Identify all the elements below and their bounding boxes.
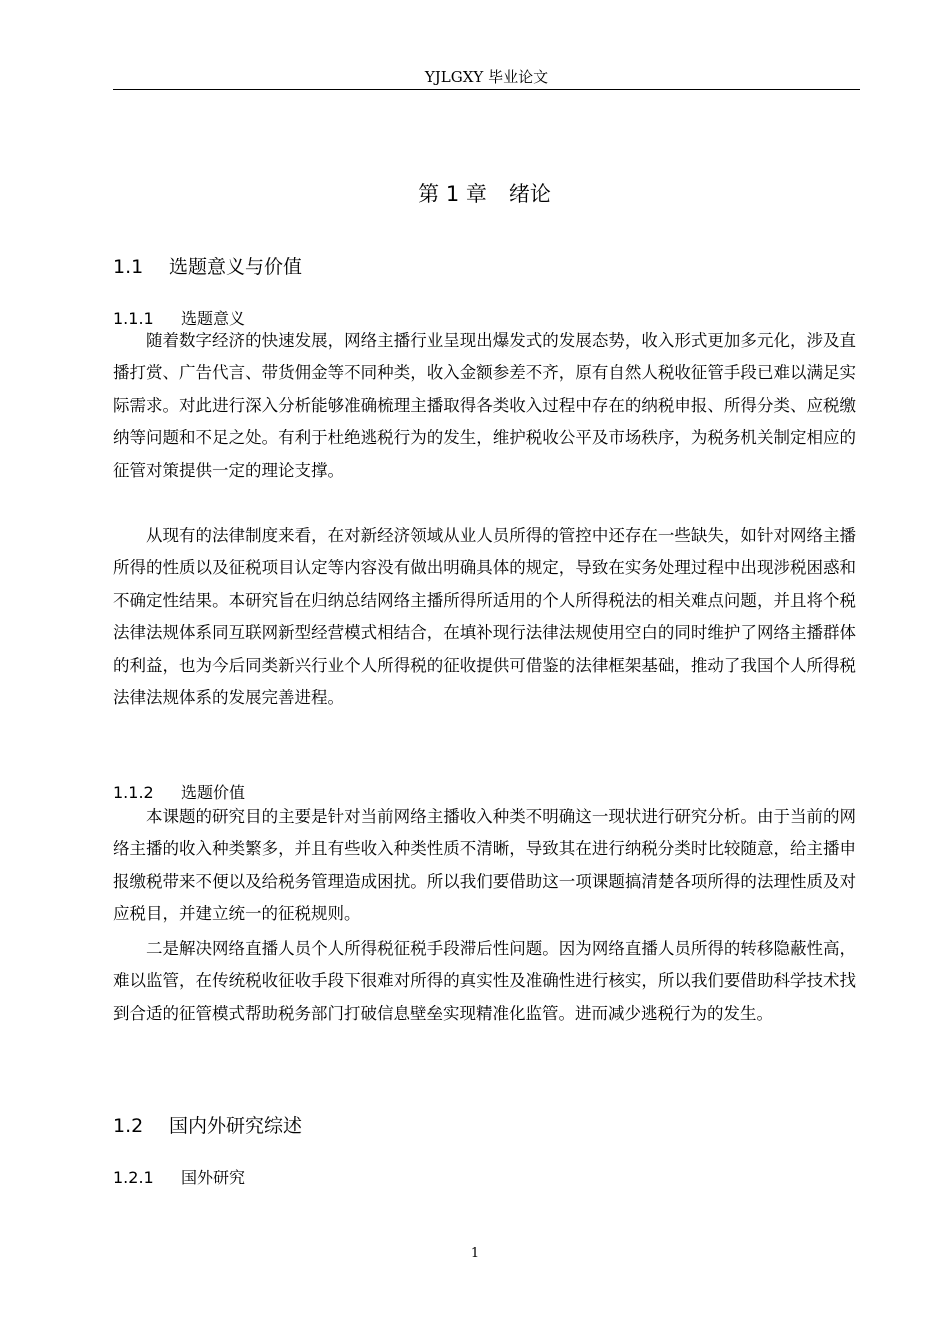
- section-heading-1-2: [113, 1112, 302, 1140]
- paragraph-1: 随着数字经济的快速发展，网络主播行业呈现出爆发式的发展态势，收入形式更加多元化，涉及直播打赏、广告代言、带货佣金等不同种类，收入金额参差不齐，原有自然人税收征管手段已难以满足实际需求。对此进行深入分析能够准确梳理主播取得各类收入过程中存在的纳税申报、所得分类、应税缴纳等问题和不足之处。有利于杜绝逃税行为的发生，维护税收公平及市场秩序，为税务机关制定相应的征管对策提供一定的理论支撑。: [113, 331, 856, 480]
- subsection-title: 选题意义: [181, 309, 246, 328]
- subsection-title: 国外研究: [181, 1168, 246, 1187]
- subsection-number: 1.1.1: [113, 309, 154, 328]
- paragraph-2: 从现有的法律制度来看，在对新经济领域从业人员所得的管控中还存在一些缺失，如针对网络主播所得的性质以及征税项目认定等内容没有做出明确具体的规定，导致在实务处理过程中出现涉税困惑和不确定性结果。本研究旨在归纳总结网络主播所得所适用的个人所得税法的相关难点问题，并且将个税法律法规体系同互联网新型经营模式相结合，在填补现行法律法规使用空白的同时维护了网络主播群体的利益，也为今后同类新兴行业个人所得税的征收提供可借鉴的法律框架基础，推动了我国个人所得税法律法规体系的发展完善进程。: [113, 526, 856, 708]
- chapter-heading: [113, 178, 856, 210]
- subsection-title: 选题价值: [181, 783, 246, 802]
- subsection-number: 1.1.2: [113, 783, 154, 802]
- running-header: YJLGXY 毕业论文: [424, 68, 549, 86]
- section-title: 选题意义与价值: [169, 256, 303, 278]
- header-rule: [113, 89, 860, 90]
- subsection-heading-1-2-1: [113, 1166, 245, 1190]
- section-heading-1-1: [113, 253, 302, 281]
- chapter-title: 绪论: [508, 182, 551, 206]
- paragraph-3: 本课题的研究目的主要是针对当前网络主播收入种类不明确这一现状进行研究分析。由于当前的网络主播的收入种类繁多，并且有些收入种类性质不清晰，导致其在进行纳税分类时比较随意，给主播申报缴税带来不便以及给税务管理造成困扰。所以我们要借助这一项课题搞清楚各项所得的法理性质及对应税目，并建立统一的征税规则。: [113, 807, 856, 924]
- subsection-number: 1.2.1: [113, 1168, 154, 1187]
- section-number: 1.2: [113, 1115, 144, 1137]
- section-number: 1.1: [113, 256, 144, 278]
- paragraph-4: 二是解决网络直播人员个人所得税征税手段滞后性问题。因为网络直播人员所得的转移隐蔽性高，难以监管，在传统税收征收手段下很难对所得的真实性及准确性进行核实，所以我们要借助科学技术找到合适的征管模式帮助税务部门打破信息壁垒实现精准化监管。进而减少逃税行为的发生。: [113, 939, 856, 1023]
- section-title: 国内外研究综述: [169, 1115, 303, 1137]
- chapter-number: 第 1 章: [418, 182, 487, 206]
- page-number: 1: [470, 1246, 480, 1261]
